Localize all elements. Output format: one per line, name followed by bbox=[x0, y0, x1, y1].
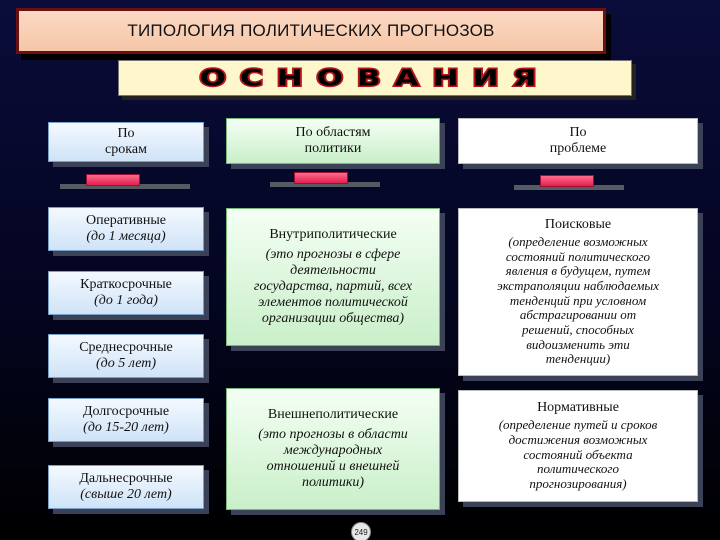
header-by-term bbox=[48, 122, 204, 162]
header-line: срокам bbox=[105, 142, 147, 157]
item-title: Долгосрочные bbox=[82, 403, 170, 419]
area-foreign bbox=[226, 388, 440, 510]
connector-tab bbox=[86, 174, 140, 186]
item-detail-line: тенденций при условном bbox=[509, 292, 647, 308]
item-detail-line: видоизменить эти bbox=[526, 336, 630, 352]
term-operative bbox=[48, 207, 204, 251]
item-detail: (до 1 года) bbox=[94, 293, 158, 308]
header-by-problem bbox=[458, 118, 698, 164]
item-detail-line: достижения возможных bbox=[508, 432, 648, 448]
header-line: По областям bbox=[295, 124, 371, 140]
header-line: проблеме bbox=[549, 141, 607, 156]
item-title: Внешнеполитические bbox=[267, 406, 399, 422]
header-by-area bbox=[226, 118, 440, 164]
slide-title: ТИПОЛОГИЯ ПОЛИТИЧЕСКИХ ПРОГНОЗОВ bbox=[127, 21, 495, 40]
item-detail-line: деятельности bbox=[290, 262, 376, 278]
item-detail: (свыше 20 лет) bbox=[80, 487, 172, 502]
problem-search bbox=[458, 208, 698, 376]
item-detail: (до 5 лет) bbox=[96, 356, 156, 371]
item-title: Дальнесрочные bbox=[79, 470, 173, 486]
item-detail-line: состояний объекта bbox=[523, 446, 633, 462]
item-detail-line: международных bbox=[283, 442, 383, 458]
item-detail-line: (определение возможных bbox=[508, 233, 648, 249]
banner bbox=[118, 60, 632, 96]
item-detail-line: тенденции) bbox=[545, 351, 611, 367]
term-very-long bbox=[48, 465, 204, 509]
header-line: По bbox=[569, 124, 587, 140]
title-bar bbox=[16, 8, 606, 54]
item-detail-line: организации общества) bbox=[261, 311, 405, 327]
connector-tab bbox=[540, 175, 594, 187]
item-detail-line: политики) bbox=[301, 475, 365, 491]
item-detail-line: государства, партий, всех bbox=[253, 279, 413, 294]
item-title: Поисковые bbox=[544, 216, 612, 232]
item-detail: (до 15-20 лет) bbox=[83, 420, 169, 435]
page-number: 249 bbox=[351, 522, 371, 540]
item-title: Внутриполитические bbox=[269, 226, 397, 242]
item-detail-line: отношений и внешней bbox=[266, 459, 400, 475]
item-detail-line: состояний политического bbox=[505, 248, 651, 264]
item-detail-line: решений, способных bbox=[522, 322, 634, 338]
item-title: Оперативные bbox=[85, 212, 166, 228]
term-long bbox=[48, 398, 204, 442]
header-line: По bbox=[117, 125, 135, 141]
term-short bbox=[48, 271, 204, 315]
banner-text: ОСНОВАНИЯ bbox=[199, 64, 551, 91]
item-title: Среднесрочные bbox=[79, 339, 173, 355]
item-detail: (до 1 месяца) bbox=[86, 229, 166, 244]
item-detail-line: прогнозирования) bbox=[529, 476, 627, 492]
term-medium bbox=[48, 334, 204, 378]
item-title: Краткосрочные bbox=[80, 276, 172, 292]
item-detail-line: явления в будущем, путем bbox=[505, 263, 651, 279]
item-detail-line: экстраполяции наблюдаемых bbox=[496, 278, 659, 294]
problem-normative bbox=[458, 390, 698, 502]
area-domestic bbox=[226, 208, 440, 346]
item-detail-line: элементов политической bbox=[258, 295, 408, 311]
item-title: Нормативные bbox=[537, 400, 619, 416]
item-detail-line: (это прогнозы в сфере bbox=[265, 246, 401, 262]
item-detail-line: политического bbox=[537, 461, 619, 477]
item-detail-line: (определение путей и сроков bbox=[498, 417, 658, 433]
connector-tab bbox=[294, 172, 348, 184]
header-line: политики bbox=[304, 141, 362, 156]
item-detail-line: (это прогнозы в области bbox=[258, 426, 408, 442]
item-detail-line: абстрагировании от bbox=[519, 307, 637, 323]
